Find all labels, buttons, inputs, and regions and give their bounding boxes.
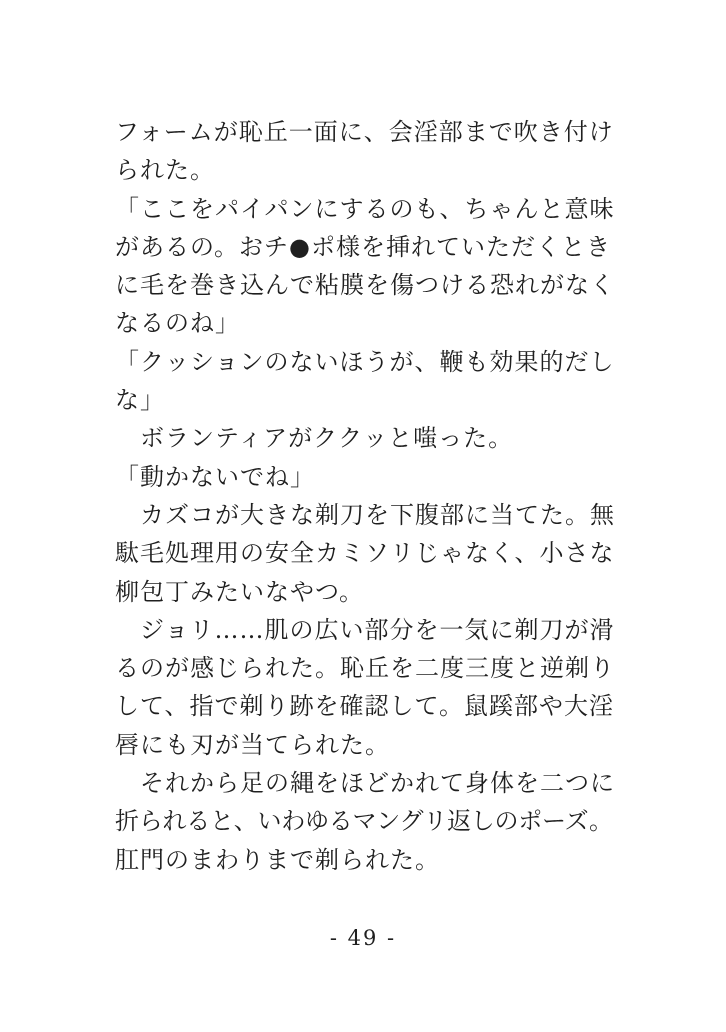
text-line: 「ここをパイパンにするのも、ちゃんと意味	[115, 194, 615, 223]
text-line: があるの。おチ●ポ様を挿れていただくとき	[115, 232, 611, 261]
text-line: 肛門のまわりまで剃られた。	[115, 845, 440, 874]
text-line: られた。	[115, 156, 215, 185]
text-line: 「クッションのないほうが、鞭も効果的だし	[115, 347, 615, 376]
text-line: 折られると、いわゆるマングリ返しのポーズ。	[115, 807, 613, 836]
text-line: に毛を巻き込んで粘膜を傷つける恐れがなく	[115, 271, 615, 300]
text-line: な」	[115, 386, 165, 415]
text-line: ボランティアがククッと嗤った。	[115, 424, 514, 453]
text-line: して、指で剃り跡を確認して。鼠蹊部や大淫	[115, 692, 615, 721]
page-number: - 49 -	[329, 926, 397, 950]
text-line: それから足の縄をほどかれて身体を二つに	[115, 769, 615, 798]
text-line: るのが感じられた。恥丘を二度三度と逆剃り	[115, 654, 615, 683]
text-line: 駄毛処理用の安全カミソリじゃなく、小さな	[115, 539, 615, 568]
text-line: 唇にも刃が当てられた。	[115, 730, 390, 759]
text-line: 「動かないでね」	[115, 462, 315, 491]
text-line: なるのね」	[115, 309, 240, 338]
body-text	[115, 113, 627, 879]
text-line: ジョリ……肌の広い部分を一気に剃刀が滑	[115, 615, 615, 644]
text-line: カズコが大きな剃刀を下腹部に当てた。無	[115, 500, 615, 529]
text-line: 柳包丁みたいなやつ。	[115, 577, 365, 606]
text-line: フォームが恥丘一面に、会淫部まで吹き付け	[115, 118, 614, 146]
